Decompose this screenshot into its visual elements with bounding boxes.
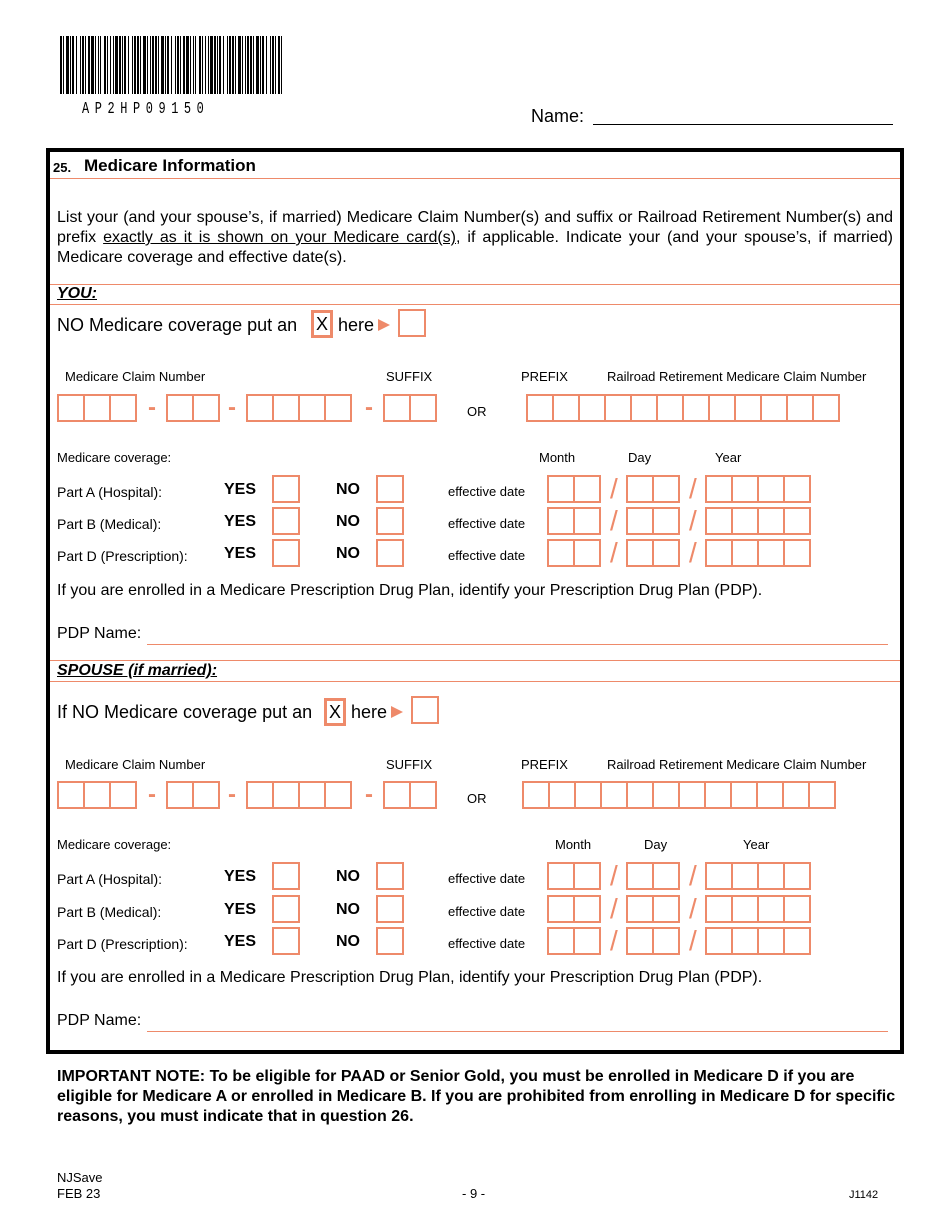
you-prefix-label: PREFIX bbox=[521, 369, 568, 384]
dash-separator: - bbox=[365, 394, 373, 421]
you-here-text: here bbox=[338, 315, 375, 335]
spouse-part-b-no-label: NO bbox=[336, 901, 360, 918]
you-claim-label: Medicare Claim Number bbox=[65, 369, 206, 384]
spouse-part-a-yes-label: YES bbox=[224, 868, 257, 885]
intro-underlined: exactly as it is shown on your Medicare card(s) bbox=[103, 229, 456, 246]
spouse-part-d-eff-label: effective date bbox=[448, 936, 526, 951]
section-instructions bbox=[57, 208, 893, 268]
you-railroad-label: Railroad Retirement Medicare Claim Number bbox=[607, 369, 867, 384]
spouse-no-coverage-text: If NO Medicare coverage put an bbox=[57, 702, 313, 722]
you-part-b-month[interactable] bbox=[547, 507, 599, 535]
you-bottom-rule bbox=[50, 304, 900, 305]
you-part-d-yes-label: YES bbox=[224, 545, 257, 562]
spouse-part-a-eff-label: effective date bbox=[448, 871, 526, 886]
you-pdp-name-field[interactable] bbox=[147, 644, 888, 645]
spouse-pdp-name-label: PDP Name: bbox=[57, 1012, 142, 1029]
intro-text-2: , if applicable. Indicate your (and your spouse’s, if married) Medicare coverage and effective date(s). bbox=[57, 229, 893, 266]
you-part-b-no-label: NO bbox=[336, 513, 360, 530]
spouse-part-d-month[interactable] bbox=[547, 927, 599, 955]
spouse-part-d-day[interactable] bbox=[626, 927, 678, 955]
spouse-railroad-label: Railroad Retirement Medicare Claim Number bbox=[607, 757, 867, 772]
date-slash: / bbox=[610, 860, 618, 891]
spouse-part-a-month[interactable] bbox=[547, 862, 599, 890]
you-part-b-day[interactable] bbox=[626, 507, 678, 535]
spouse-pdp-question: If you are enrolled in a Medicare Prescription Drug Plan, identify your Prescription Drug Plan (PDP). bbox=[57, 969, 763, 986]
you-suffix-cells[interactable] bbox=[383, 394, 435, 422]
date-slash: / bbox=[610, 925, 618, 956]
spouse-part-b-day[interactable] bbox=[626, 895, 678, 923]
you-part-a-eff-label: effective date bbox=[448, 484, 526, 499]
date-slash: / bbox=[689, 860, 697, 891]
spouse-part-a-year[interactable] bbox=[705, 862, 809, 890]
you-month-label: Month bbox=[539, 450, 576, 465]
date-slash: / bbox=[610, 473, 618, 504]
you-part-d-yes-checkbox[interactable] bbox=[272, 539, 300, 567]
name-label: Name: bbox=[531, 106, 585, 126]
you-railroad-cells[interactable] bbox=[526, 394, 838, 422]
spouse-suffix-cells[interactable] bbox=[383, 781, 435, 809]
dash-separator: - bbox=[228, 781, 236, 808]
you-part-d-label: Part D (Prescription): bbox=[57, 548, 188, 564]
you-part-d-month[interactable] bbox=[547, 539, 599, 567]
spouse-part-d-year[interactable] bbox=[705, 927, 809, 955]
you-part-d-year[interactable] bbox=[705, 539, 809, 567]
spouse-part-a-no-label: NO bbox=[336, 868, 360, 885]
you-part-a-day[interactable] bbox=[626, 475, 678, 503]
spouse-part-a-day[interactable] bbox=[626, 862, 678, 890]
spouse-part-b-yes-label: YES bbox=[224, 901, 257, 918]
barcode-text: AP2HP09150 bbox=[82, 100, 210, 119]
spouse-x-example: X bbox=[324, 698, 346, 726]
spouse-claim-group-3[interactable] bbox=[246, 781, 350, 809]
spouse-here-text: here bbox=[351, 702, 388, 722]
date-slash: / bbox=[610, 893, 618, 924]
intro-text-1: List your (and your spouse’s, if married) Medicare Claim Number(s) and suffix or Railroad Retirement Number(s) and prefix bbox=[57, 209, 893, 246]
you-heading: YOU: bbox=[57, 285, 97, 302]
you-day-label: Day bbox=[628, 450, 652, 465]
you-part-b-label: Part B (Medical): bbox=[57, 516, 162, 532]
spouse-coverage-label: Medicare coverage: bbox=[57, 837, 172, 852]
you-year-label: Year bbox=[715, 450, 742, 465]
title-rule bbox=[50, 178, 900, 179]
you-part-a-yes-label: YES bbox=[224, 481, 257, 498]
you-part-d-no-checkbox[interactable] bbox=[376, 539, 404, 567]
you-part-b-no-checkbox[interactable] bbox=[376, 507, 404, 535]
arrow-right-icon bbox=[378, 319, 390, 331]
spouse-part-b-label: Part B (Medical): bbox=[57, 904, 162, 920]
date-slash: / bbox=[610, 505, 618, 536]
you-pdp-question: If you are enrolled in a Medicare Prescription Drug Plan, identify your Prescription Drug Plan (PDP). bbox=[57, 582, 763, 599]
spouse-part-d-yes-label: YES bbox=[224, 933, 257, 950]
spouse-part-d-label: Part D (Prescription): bbox=[57, 936, 188, 952]
arrow-right-icon bbox=[391, 706, 403, 718]
spouse-part-d-yes-checkbox[interactable] bbox=[272, 927, 300, 955]
spouse-part-a-label: Part A (Hospital): bbox=[57, 871, 163, 887]
you-claim-group-3[interactable] bbox=[246, 394, 350, 422]
spouse-railroad-cells[interactable] bbox=[522, 781, 834, 809]
you-part-b-year[interactable] bbox=[705, 507, 809, 535]
you-or-label: OR bbox=[467, 404, 487, 419]
name-field[interactable] bbox=[593, 124, 893, 125]
you-part-a-no-checkbox[interactable] bbox=[376, 475, 404, 503]
you-x-example: X bbox=[311, 310, 333, 338]
spouse-part-b-month[interactable] bbox=[547, 895, 599, 923]
section-title: Medicare Information bbox=[84, 156, 256, 175]
spouse-no-coverage-checkbox[interactable] bbox=[411, 696, 439, 724]
you-no-coverage-text: NO Medicare coverage put an bbox=[57, 315, 298, 335]
you-part-b-yes-checkbox[interactable] bbox=[272, 507, 300, 535]
spouse-part-b-eff-label: effective date bbox=[448, 904, 526, 919]
you-part-a-year[interactable] bbox=[705, 475, 809, 503]
date-slash: / bbox=[689, 537, 697, 568]
you-part-a-label: Part A (Hospital): bbox=[57, 484, 163, 500]
you-claim-group-1[interactable] bbox=[57, 394, 135, 422]
spouse-heading: SPOUSE (if married): bbox=[57, 662, 218, 679]
spouse-bottom-rule bbox=[50, 681, 900, 682]
you-part-d-eff-label: effective date bbox=[448, 548, 526, 563]
date-slash: / bbox=[610, 537, 618, 568]
you-part-d-no-label: NO bbox=[336, 545, 360, 562]
page-number: - 9 - bbox=[462, 1186, 486, 1201]
you-part-d-day[interactable] bbox=[626, 539, 678, 567]
footer-org: NJSave bbox=[57, 1170, 103, 1185]
spouse-part-d-no-label: NO bbox=[336, 933, 360, 950]
dash-separator: - bbox=[148, 781, 156, 808]
spouse-month-label: Month bbox=[555, 837, 592, 852]
date-slash: / bbox=[689, 473, 697, 504]
you-part-b-eff-label: effective date bbox=[448, 516, 526, 531]
barcode bbox=[60, 36, 282, 94]
spouse-year-label: Year bbox=[743, 837, 770, 852]
dash-separator: - bbox=[365, 781, 373, 808]
spouse-day-label: Day bbox=[644, 837, 668, 852]
date-slash: / bbox=[689, 505, 697, 536]
you-top-rule bbox=[50, 284, 900, 285]
spouse-part-b-no-checkbox[interactable] bbox=[376, 895, 404, 923]
you-part-a-no-label: NO bbox=[336, 481, 360, 498]
spouse-part-b-year[interactable] bbox=[705, 895, 809, 923]
you-part-b-yes-label: YES bbox=[224, 513, 257, 530]
spouse-part-b-yes-checkbox[interactable] bbox=[272, 895, 300, 923]
spouse-part-d-no-checkbox[interactable] bbox=[376, 927, 404, 955]
form-code: J1142 bbox=[849, 1189, 879, 1201]
section-number: 25. bbox=[53, 160, 72, 175]
date-slash: / bbox=[689, 893, 697, 924]
spouse-claim-group-1[interactable] bbox=[57, 781, 135, 809]
spouse-part-a-no-checkbox[interactable] bbox=[376, 862, 404, 890]
you-claim-group-2[interactable] bbox=[166, 394, 218, 422]
spouse-top-rule bbox=[50, 660, 900, 661]
spouse-or-label: OR bbox=[467, 791, 487, 806]
you-coverage-label: Medicare coverage: bbox=[57, 450, 172, 465]
you-part-a-yes-checkbox[interactable] bbox=[272, 475, 300, 503]
spouse-prefix-label: PREFIX bbox=[521, 757, 568, 772]
footer-date: FEB 23 bbox=[57, 1186, 101, 1201]
spouse-pdp-name-field[interactable] bbox=[147, 1031, 888, 1032]
spouse-claim-label: Medicare Claim Number bbox=[65, 757, 206, 772]
you-pdp-name-label: PDP Name: bbox=[57, 625, 142, 642]
spouse-claim-group-2[interactable] bbox=[166, 781, 218, 809]
important-note: IMPORTANT NOTE: To be eligible for PAAD or Senior Gold, you must be enrolled in Medicare D if you are eligible for Medicare A or enrolled in Medicare B. If you are prohibited from enrolling in Medicare D for specific reasons, you must indicate that in question 26. bbox=[57, 1068, 896, 1125]
date-slash: / bbox=[689, 925, 697, 956]
dash-separator: - bbox=[148, 394, 156, 421]
spouse-suffix-label: SUFFIX bbox=[386, 757, 433, 772]
you-part-a-month[interactable] bbox=[547, 475, 599, 503]
spouse-part-a-yes-checkbox[interactable] bbox=[272, 862, 300, 890]
you-no-coverage-checkbox[interactable] bbox=[398, 309, 426, 337]
dash-separator: - bbox=[228, 394, 236, 421]
you-suffix-label: SUFFIX bbox=[386, 369, 433, 384]
